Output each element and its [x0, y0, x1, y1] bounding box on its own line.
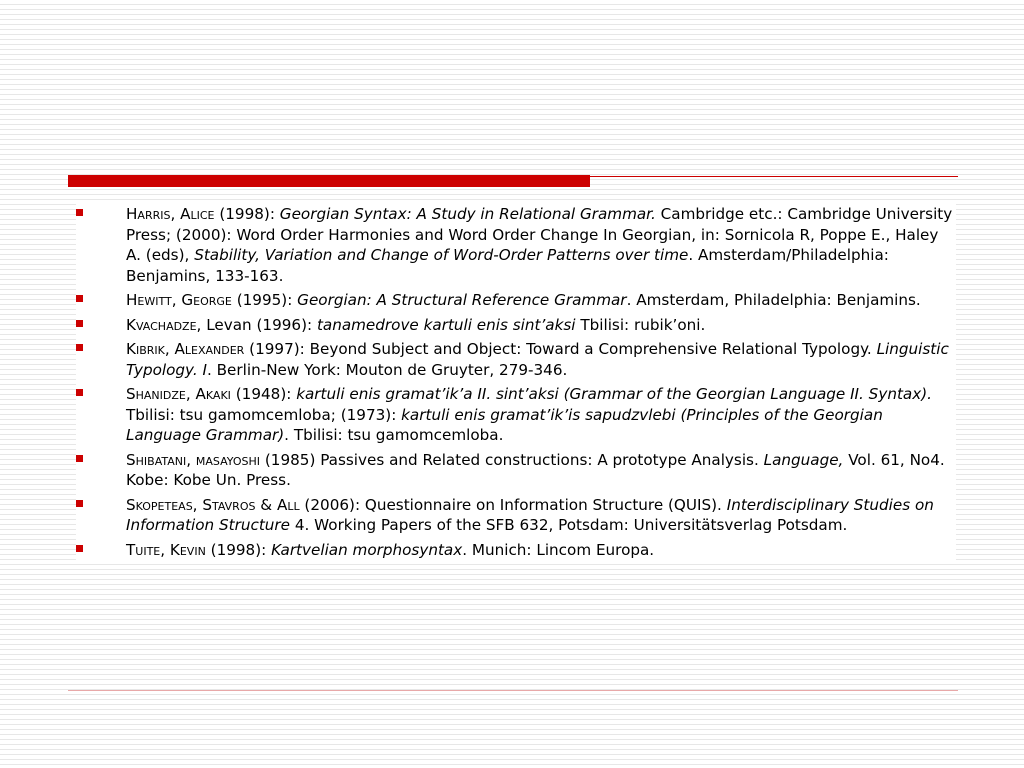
- reference-list: [76, 204, 956, 560]
- list-item: [76, 450, 956, 491]
- list-item: [76, 384, 956, 446]
- list-item: [76, 495, 956, 536]
- ref-text: . Tbilisi: tsu gamomcemloba.: [284, 426, 504, 444]
- author: Tuite, Kevin: [126, 540, 206, 559]
- author: Kvachadze: [126, 315, 197, 334]
- square-bullet-icon: [76, 320, 83, 327]
- ref-text: Cambridge etc.: Cambridge University Press; (2000): Word Order Harmonies and Word Order Change In Georgian, in: Sornicola R, Poppe E., Haley A. (eds),: [126, 205, 953, 264]
- ref-text: . Amsterdam, Philadelphia: Benjamins.: [626, 291, 921, 309]
- ref-title: Language,: [763, 450, 844, 469]
- references-content: [76, 204, 956, 564]
- ref-title: Stability, Variation and Change of Word-Order Patterns over time: [194, 246, 689, 264]
- square-bullet-icon: [76, 209, 83, 216]
- ref-text: . Munich: Lincom Europa.: [462, 540, 655, 559]
- square-bullet-icon: [76, 344, 83, 351]
- ref-text: (1995):: [231, 291, 298, 309]
- list-item: [76, 204, 956, 286]
- square-bullet-icon: [76, 545, 83, 552]
- author: Kibrik, Alexander: [126, 340, 245, 358]
- square-bullet-icon: [76, 455, 83, 462]
- author: Skopeteas, Stavros & All: [126, 495, 300, 514]
- list-item: [76, 315, 956, 336]
- ref-text: Vol. 61, No4. Kobe: Kobe Un. Press.: [126, 450, 945, 489]
- ref-title: Georgian: A Structural Reference Grammar: [297, 291, 627, 309]
- ref-text: , Levan (1996):: [196, 315, 317, 334]
- ref-text: . Berlin-New York: Mouton de Gruyter, 279-346.: [206, 360, 568, 379]
- ref-title: kartuli enis gramat’ik’is sapudzvlebi (Principles of the Georgian Language Grammar): [126, 405, 883, 444]
- square-bullet-icon: [76, 500, 83, 507]
- author: Hewitt, George: [126, 291, 232, 309]
- ref-text: Tbilisi: tsu gamomcemloba; (1973):: [126, 405, 402, 424]
- ref-title: tanamedrove kartuli enis sint’aksi: [316, 315, 576, 334]
- ref-title: Linguistic Typology. I: [126, 340, 949, 379]
- ref-text: Tbilisi: rubik’oni.: [575, 315, 706, 334]
- ref-text: (1998):: [205, 540, 272, 559]
- ref-text: (2006): Questionnaire on Information Structure (QUIS).: [299, 495, 727, 514]
- ref-title: Interdisciplinary Studies on Information Structure: [126, 495, 934, 534]
- author: Harris, Alice: [126, 205, 215, 223]
- footer-divider: [68, 690, 958, 691]
- ref-text: (1998):: [214, 205, 280, 223]
- ref-text: (1948):: [230, 385, 297, 403]
- title-accent-bar: [68, 175, 590, 187]
- list-item: [76, 540, 956, 561]
- ref-text: (1997): Beyond Subject and Object: Toward a Comprehensive Relational Typology.: [244, 340, 877, 358]
- list-item: [76, 339, 956, 380]
- ref-title: kartuli enis gramat’ik’a II. sint’aksi (Grammar of the Georgian Language II. Syntax).: [296, 385, 932, 403]
- list-item: [76, 290, 956, 311]
- author: Shibatani, masayoshi: [126, 450, 261, 469]
- ref-title: Kartvelian morphosyntax: [271, 540, 463, 559]
- ref-text: (1985) Passives and Related constructions: A prototype Analysis.: [260, 450, 764, 469]
- square-bullet-icon: [76, 295, 83, 302]
- author: Shanidze, Akaki: [126, 385, 231, 403]
- ref-text: 4. Working Papers of the SFB 632, Potsdam: Universitätsverlag Potsdam.: [290, 516, 848, 534]
- ref-text: . Amsterdam/Philadelphia: Benjamins, 133-163.: [126, 246, 889, 285]
- square-bullet-icon: [76, 389, 83, 396]
- ref-title: Georgian Syntax: A Study in Relational Grammar.: [279, 205, 656, 223]
- title-accent-line: [590, 176, 958, 177]
